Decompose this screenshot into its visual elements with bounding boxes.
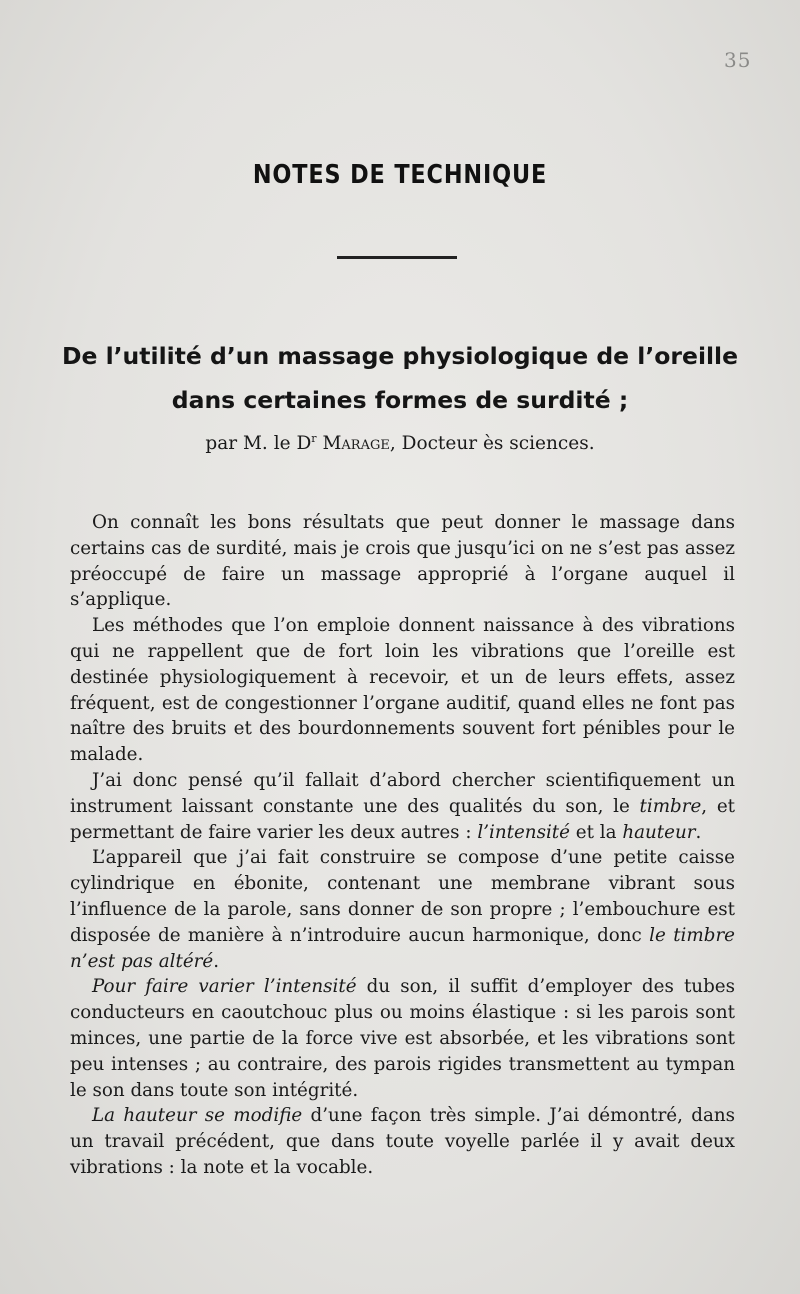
article-title-line-1: De l’utilité d’un massage physiologique de l’oreille [61, 342, 739, 370]
paragraph-text: , et permettant de faire varier les deux autres : [70, 795, 735, 843]
paragraph-text: d’une façon très simple. J’ai démontré, dans un travail précédent, que dans toute voyelle parlée il y avait deux vibrations : la note et la vocable. [70, 1105, 736, 1178]
article-title-line-2: dans certaines formes de surdité ; [171, 386, 629, 414]
byline-suffix: , Docteur ès sciences. [389, 433, 595, 455]
paragraph-emphasis: hauteur [622, 821, 696, 843]
byline-prefix: par M. le [205, 433, 291, 455]
paragraph-text: L’appareil que j’ai fait construire se compose d’une petite caisse cylindrique en ébonite, contenant une membrane vibrant sous l’influence de la parole, sans donner de son propre ; l’embouchure est disposée de manière à n’introduire aucun harmonique, donc [70, 847, 735, 946]
paragraph [70, 1103, 735, 1180]
paragraph-emphasis: La hauteur se modifie [92, 1105, 303, 1127]
paragraph-text: J’ai donc pensé qu’il fallait d’abord chercher scientifiquement un instrument laissant constante une des qualités du son, le [70, 769, 735, 817]
paragraph [70, 974, 735, 1103]
paragraph: On connaît les bons résultats que peut donner le massage dans certains cas de surdité, mais je crois que jusqu’ici on ne s’est pas assez préoccupé de faire un massage approprié à l’organe auquel il s’applique. [70, 512, 735, 611]
paragraph: Les méthodes que l’on emploie donnent naissance à des vibrations qui ne rappellent que de fort loin les vibrations que l’oreille est destinée physiologiquement à recevoir, et un de leurs effets, assez fréquent, est de congestionner l’organe auditif, quand elles ne font pas naître des bruits et des bourdonnements souvent fort pénibles pour le malade. [70, 615, 735, 766]
paragraph [70, 768, 735, 845]
byline-title-sup: r [311, 432, 317, 445]
paragraph-text: et la [569, 821, 623, 843]
paragraph-emphasis: timbre [639, 795, 702, 817]
page-number: 35 [724, 48, 752, 72]
paragraph-emphasis: l’intensité [477, 821, 570, 843]
byline-title-abbr: D [296, 433, 312, 455]
paragraph-emphasis: le timbre n’est pas altéré [70, 924, 736, 972]
paragraph-text: du son, il suffit d’employer des tubes conducteurs en caoutchouc plus ou moins élastique : si les parois sont minces, une partie de la force vive est absorbée, et les vibrations sont peu intenses ; au contraire, des parois rigides transmettent au tympan le son dans toute son intégrité. [70, 976, 735, 1101]
article-body [70, 510, 735, 1181]
paragraph-text: . [213, 950, 220, 972]
paragraph-emphasis: Pour faire varier l’intensité [92, 976, 357, 998]
paragraph [70, 845, 735, 974]
byline [0, 432, 800, 454]
byline-title [296, 433, 316, 454]
byline-author: Marage [322, 433, 390, 455]
paragraph-text: . [695, 821, 702, 843]
title-divider [337, 256, 457, 259]
section-title: NOTES DE TECHNIQUE [252, 160, 548, 190]
